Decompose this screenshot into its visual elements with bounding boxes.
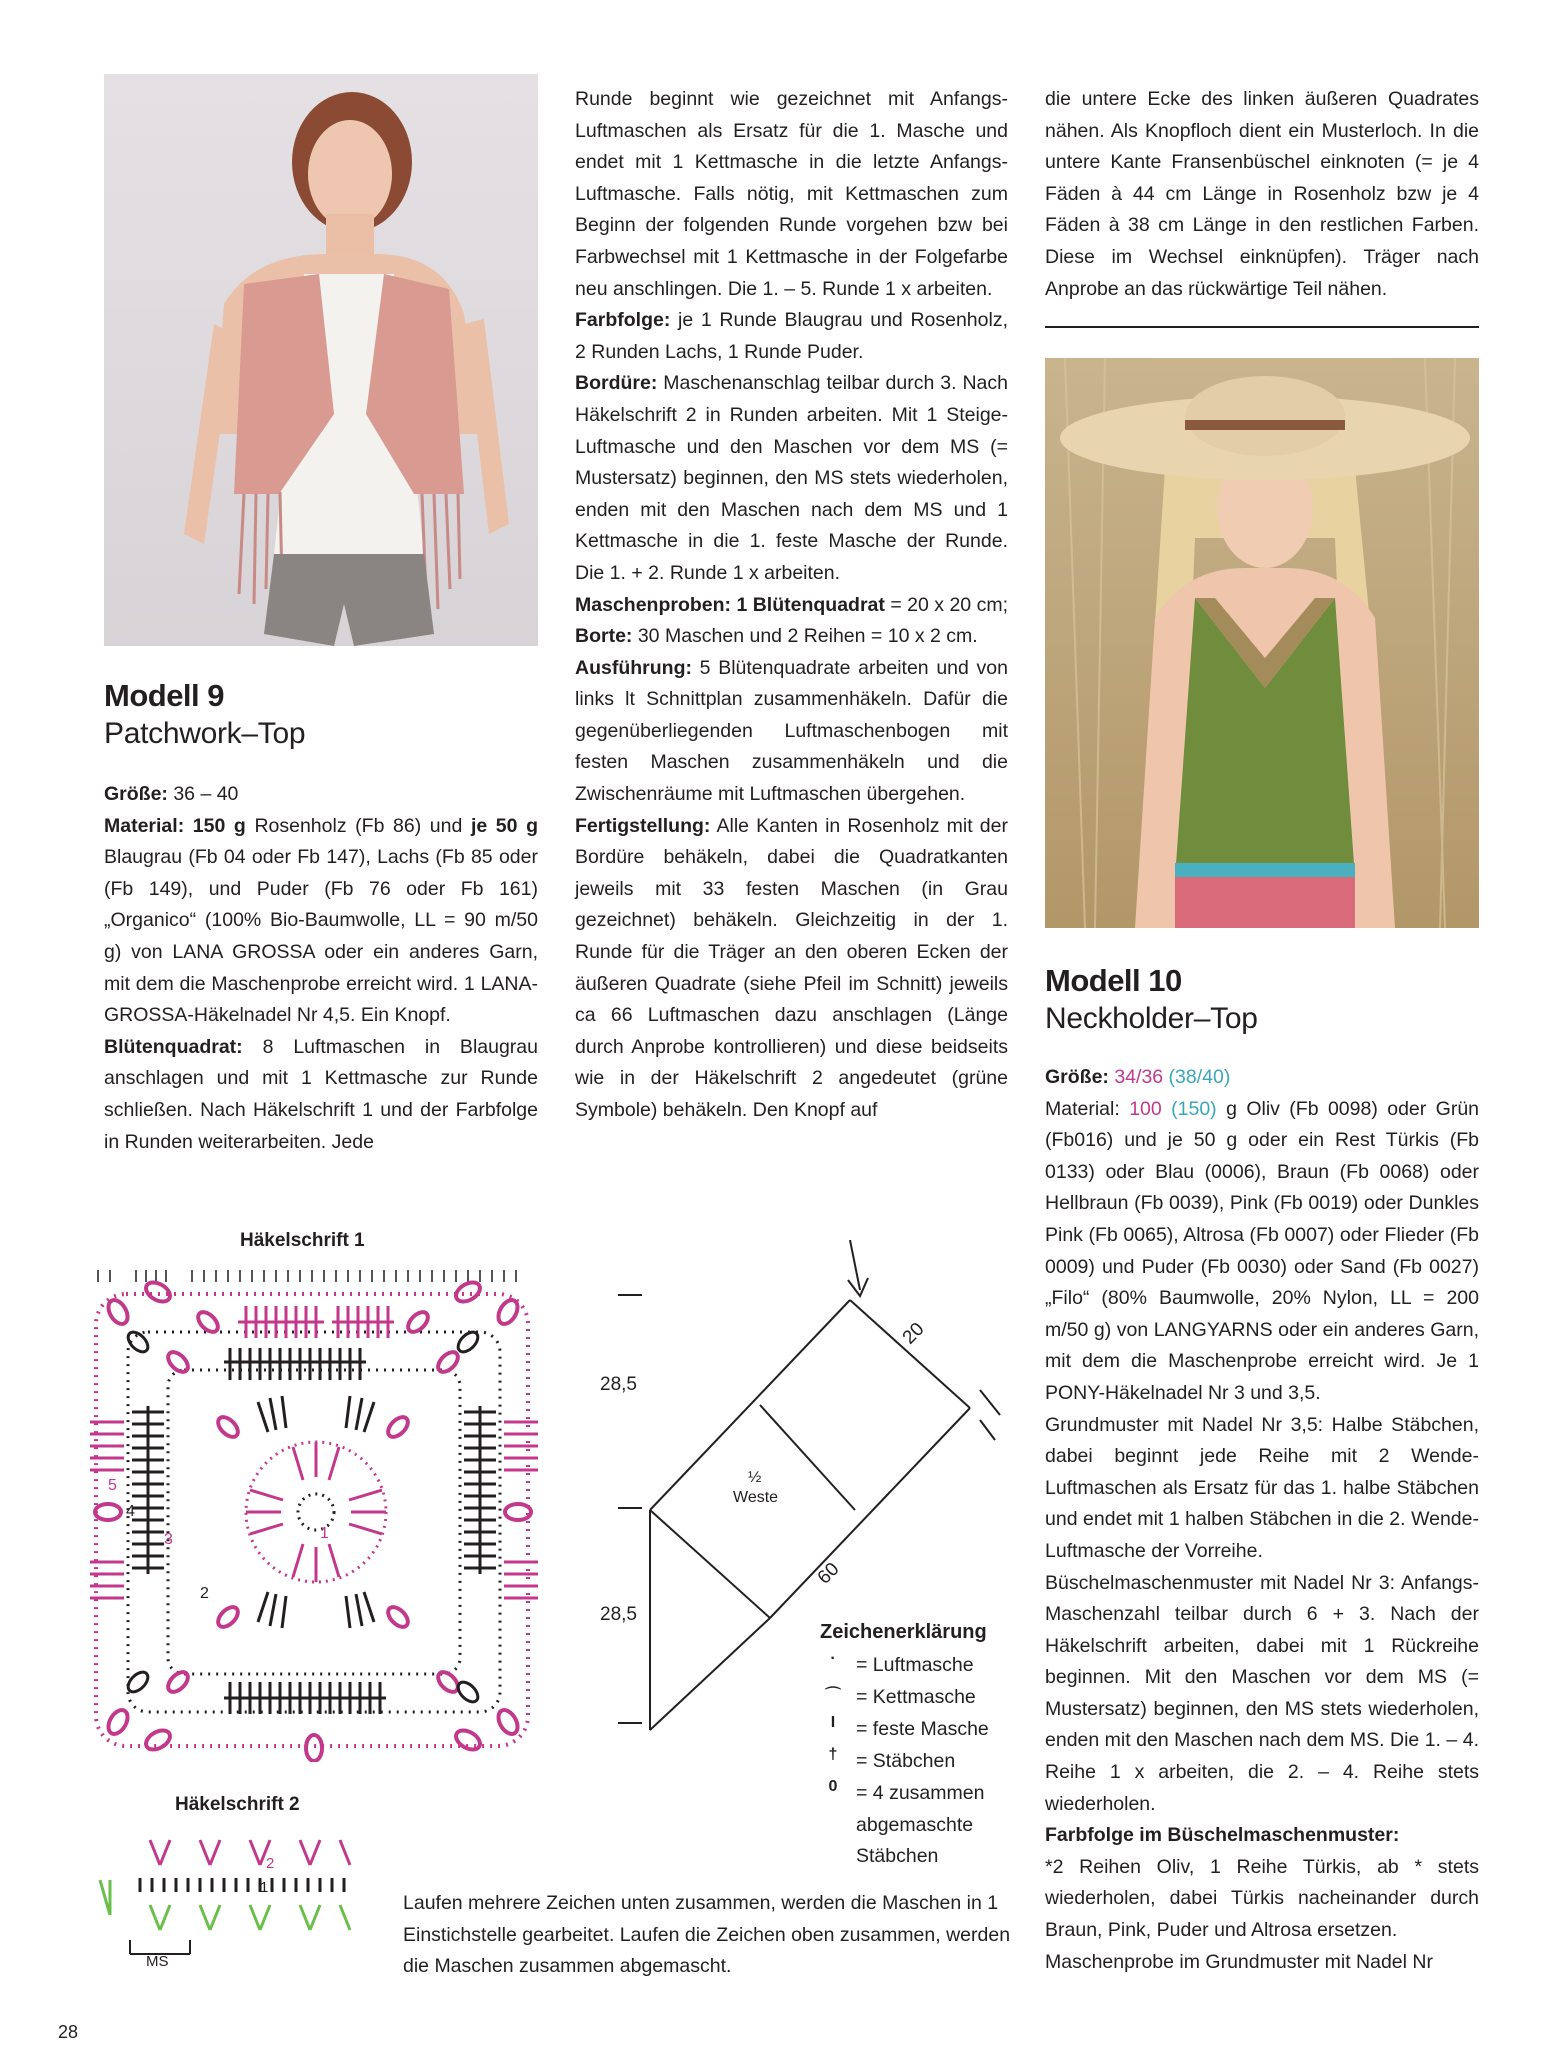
- chart1-title: Häkelschrift 1: [240, 1230, 365, 1251]
- chart1-round-3: 3: [164, 1531, 173, 1548]
- legend-symbol-kettmasche: ⌒: [824, 1687, 841, 1704]
- m10-groesse-a: 34/36: [1108, 1066, 1164, 1088]
- chart1-round-5: 5: [108, 1477, 117, 1494]
- model10-title: Modell 10: [1045, 963, 1182, 998]
- groesse-label: Größe:: [104, 783, 168, 805]
- legend-text-feste-masche: = feste Masche: [856, 1718, 989, 1740]
- material-text1: Rosenholz (Fb 86) und: [245, 814, 471, 837]
- legend-text-cluster: = 4 zusammen abgemaschte Stäbchen: [856, 1782, 985, 1868]
- m10-material-a: 100: [1129, 1097, 1162, 1120]
- m10-maschenprobe: Maschenprobe im Grundmuster mit Nadel Nr: [1045, 1950, 1433, 1973]
- crochet-chart-2: [90, 1820, 370, 1970]
- farbfolge-label: Farbfolge:: [575, 309, 671, 332]
- dim-60: 60: [813, 1558, 844, 1589]
- chart2-title: Häkelschrift 2: [175, 1794, 300, 1815]
- legend-symbol-feste-masche: I: [830, 1714, 836, 1731]
- proben-text1: = 20 x 20 cm;: [884, 593, 1008, 616]
- chart2-row-1: 1: [260, 1879, 269, 1896]
- bordure-text: Maschenanschlag teilbar durch 3. Nach Häkelschrift 2 in Runden arbeiten. Mit 1 Steige-Luftmasche und den Maschen vor dem MS (= Mustersatz) beginnen, den MS stets wiederholen, enden mit den Maschen nach dem MS und 1 Kettmasche in die 1. feste Masche der Runde. Die 1. + 2. Runde 1 x arbeiten.: [575, 372, 1008, 584]
- bluete-label: Blütenquadrat:: [104, 1035, 243, 1058]
- legend-title: Zeichenerklärung: [820, 1621, 987, 1643]
- legend-text-luftmasche: = Luftmasche: [856, 1654, 974, 1676]
- middle-p1: Runde beginnt wie gezeichnet mit Anfangs-Luftmaschen als Ersatz für die 1. Masche und endet mit 1 Kettmasche in die letzte Anfangs-Luftmasche. Falls nötig, mit Kettmaschen zum Beginn der folgenden Runde vorgehen bzw bei Farbwechsel mit 1 Kettmasche in der Folgefarbe neu anschlingen. Die 1. – 5. Runde 1 x arbeiten.: [575, 88, 1008, 300]
- m10-bueschelmuster: Büschelmaschenmuster mit Nadel Nr 3: Anfangs-Maschenzahl teilbar durch 6 + 3. Nach der Häkelschrift arbeiten, dabei mit 1 Rückreihe beginnen. Mit den Maschen vor dem MS (= Mustersatz) beginnen, den MS stets wiederholen, enden mit den Maschen nach dem MS. Die 1. – 4. Reihe 1 x arbeiten, die 2. – 4. Reihe stets wiederholen.: [1045, 1571, 1479, 1815]
- fertigstellung-text: Alle Kanten in Rosenholz mit der Bordüre behäkeln, dabei die Quadratkanten jeweils mit 33 festen Maschen (in Grau gezeichnet) behäkeln. Gleichzeitig in der 1. Runde für die Träger an den oberen Ecken der äußeren Quadrate (siehe Pfeil im Schnitt) jeweils ca 66 Luftmaschen dazu anschlagen (Länge durch Anprobe kontrollieren) und diese beidseits wie in der Häkelschrift 2 angedeutet (grüne Symbole) behäkeln. Den Knopf auf: [575, 814, 1008, 1121]
- m10-grundmuster: Grundmuster mit Nadel Nr 3,5: Halbe Stäbchen, dabei beginnt jede Reihe mit 2 Wende-Luftmaschen als Ersatz für das 1. halbe Stäbchen und endet mit 1 halben Stäbchen in die 2. Wende-Luftmasche der Vorreihe.: [1045, 1413, 1479, 1562]
- middle-column-text: [575, 84, 1008, 1127]
- bordure-label: Bordüre:: [575, 372, 658, 395]
- chart2-row-2: 2: [266, 1855, 275, 1872]
- section-divider: [1045, 326, 1479, 328]
- schnitt-weste-label: Weste: [733, 1489, 779, 1506]
- model9-subtitle: Patchwork–Top: [104, 717, 306, 750]
- borte-label: Borte:: [575, 625, 633, 648]
- legend-symbol-cluster: 0: [828, 1778, 838, 1795]
- legend-symbol-staebchen: †: [828, 1746, 838, 1763]
- ausfuehrung-label: Ausführung:: [575, 656, 692, 679]
- material-text2: Blaugrau (Fb 04 oder Fb 147), Lachs (Fb 85 oder (Fb 149), und Puder (Fb 76 oder Fb 161) „Organico“ (100% Bio-Baumwolle, LL = 90 m/50 g) von LANA GROSSA oder ein anderes Garn, mit dem die Maschenprobe erreicht wird. 1 LANA-GROSSA-Häkelnadel Nr 4,5. Ein Knopf.: [104, 846, 538, 1027]
- right-top-text: [1045, 84, 1479, 305]
- m10-farbfolge-text: *2 Reihen Oliv, 1 Reihe Türkis, ab * stets wiederholen, dabei Türkis nacheinander durch Braun, Pink, Puder und Altrosa ersetzen.: [1045, 1855, 1479, 1942]
- proben-text2: 30 Maschen und 2 Reihen = 10 x 2 cm.: [632, 625, 978, 648]
- legend-text-staebchen: = Stäbchen: [856, 1750, 956, 1772]
- right-top-paragraph: die untere Ecke des linken äußeren Quadrates nähen. Als Knopfloch dient ein Musterloch. In die untere Kante Fransenbüschel einknoten (= je 4 Fäden à 44 cm Länge in Rosenholz bzw je 4 Fäden à 38 cm Länge in den restlichen Farben. Diese im Wechsel einknüpfen). Träger nach Anprobe an das rückwärtige Teil nähen.: [1045, 88, 1479, 300]
- chart1-round-2: 2: [200, 1585, 209, 1602]
- proben-label: Maschenproben: 1 Blütenquadrat: [575, 593, 885, 616]
- m10-material-pre: Material:: [1045, 1097, 1130, 1120]
- fertigstellung-label: Fertigstellung:: [575, 814, 711, 837]
- m10-farbfolge-label: Farbfolge im Büschelmaschenmuster:: [1045, 1824, 1400, 1847]
- farbfolge-text: je 1 Runde Blaugrau und Rosenholz, 2 Runden Lachs, 1 Runde Puder.: [575, 309, 1008, 363]
- groesse-value: 36 – 40: [167, 783, 239, 805]
- m10-material-b: (150): [1161, 1097, 1217, 1120]
- photo-model-10: [1045, 358, 1479, 928]
- schnitt-half-label: ½: [748, 1469, 762, 1486]
- chart1-round-4: 4: [126, 1503, 135, 1520]
- model10-subtitle: Neckholder–Top: [1045, 1002, 1258, 1035]
- bluete-text: 8 Luftmaschen in Blaugrau anschlagen und mit 1 Kettmasche zur Runde schließen. Nach Häkelschrift 1 und der Farbfolge in Runden weiterarbeiten. Jede: [104, 1035, 538, 1153]
- legend-symbol-luftmasche: ·: [830, 1650, 836, 1667]
- chart2-ms-label: MS: [146, 1953, 169, 1970]
- m10-material-text: g Oliv (Fb 0098) oder Grün (Fb016) und je 50 g oder ein Rest Türkis (Fb 0133) oder Blau (0006), Braun (Fb 0068) oder Hellbraun (Fb 0039), Pink (Fb 0019) oder Dunkles Pink (Fb 0065), Altrosa (Fb 0007) oder Flieder (Fb 0009) und Puder (Fb 0030) oder Sand (Fb 0027) „Filo“ (80% Baumwolle, 20% Nylon, LL = 200 m/50 g) von LANGYARNS oder ein anderes Garn, mit dem die Maschenprobe erreicht wird. Je 1 PONY-Häkelnadel Nr 3 und 3,5.: [1045, 1097, 1480, 1404]
- material-bold2: je 50 g: [470, 814, 538, 837]
- stitch-note: Laufen mehrere Zeichen unten zusammen, werden die Maschen in 1 Einstichstelle gearbeitet. Laufen die Zeichen oben zusammen, werden die Maschen zusammen abgemascht.: [403, 1892, 1011, 1978]
- page-number: 28: [58, 2022, 79, 2042]
- model9-title: Modell 9: [104, 678, 225, 713]
- model9-text: [104, 779, 538, 1158]
- dim-20: 20: [898, 1318, 929, 1349]
- m10-groesse-label: Größe:: [1045, 1066, 1109, 1088]
- dim-28-5-bottom: 28,5: [600, 1604, 637, 1625]
- legend: [820, 1650, 1020, 1880]
- ausfuehrung-text: 5 Blütenquadrate arbeiten und von links lt Schnittplan zusammenhäkeln. Dafür die gegenüberliegenden Luftmaschenbogen mit festen Maschen zusammenhäkeln und die Zwischenräume mit Luftmaschen übergehen.: [575, 656, 1008, 806]
- legend-text-kettmasche: = Kettmasche: [856, 1686, 976, 1708]
- m10-groesse-b: (38/40): [1163, 1066, 1231, 1088]
- model10-text: [1045, 1062, 1479, 1978]
- photo-model-9: [104, 74, 538, 646]
- crochet-chart-1: [88, 1262, 540, 1762]
- dim-28-5-top: 28,5: [600, 1374, 637, 1395]
- chart1-round-1: 1: [320, 1525, 329, 1542]
- material-label: Material: 150 g: [104, 814, 246, 837]
